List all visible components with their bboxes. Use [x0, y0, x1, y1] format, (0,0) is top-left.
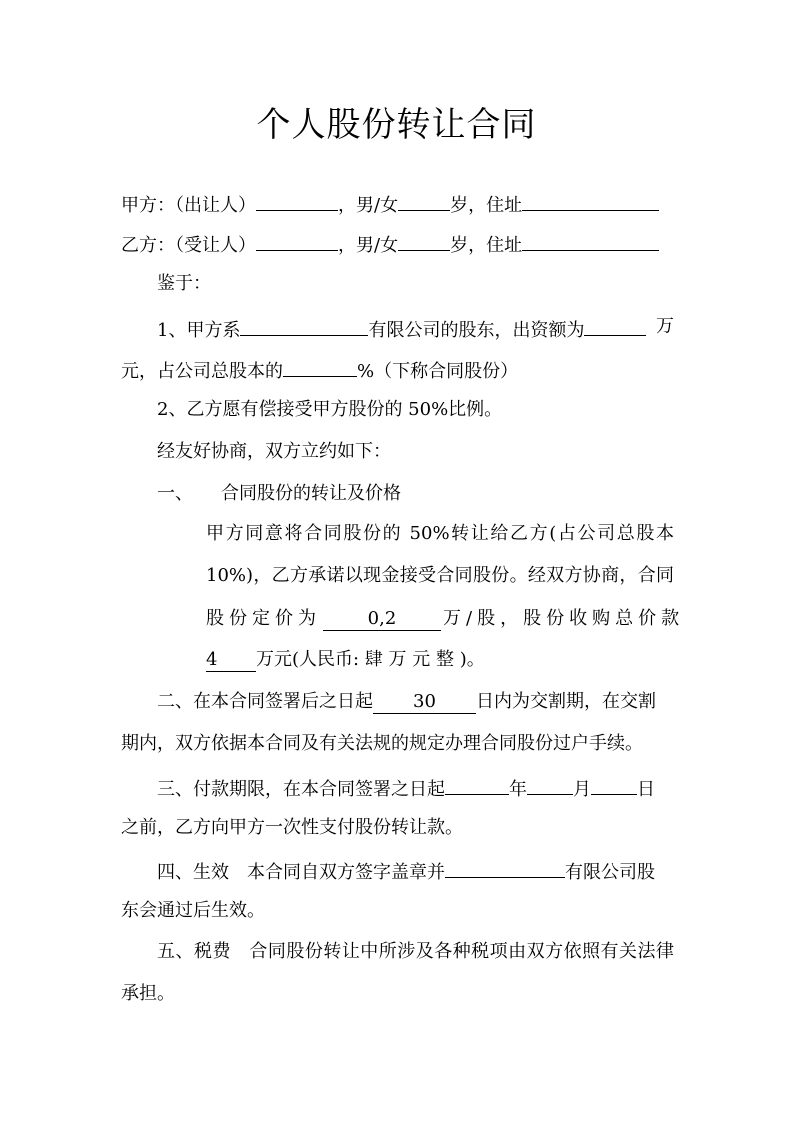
section-1-heading-line — [157, 480, 674, 508]
party-a-address-blank — [522, 188, 659, 211]
section-3-day: 日 — [637, 779, 655, 800]
section-5-line-2: 承担。 — [121, 983, 175, 1004]
party-b-name-blank — [256, 228, 338, 251]
delivery-days: 30 — [373, 691, 476, 714]
section-4-line-1 — [157, 855, 674, 883]
section-3-line-2: 之前，乙方向甲方一次性支付股份转让款。 — [121, 817, 463, 838]
party-a-label: 甲方：（出让人） — [121, 195, 256, 216]
section-1-line-1: 甲方同意将合同股份的 50%转让给乙方(占公司总股本 — [206, 523, 674, 544]
item-1-middle: 有限公司的股东，出资额为 — [368, 320, 585, 341]
party-a-gender: ，男/女 — [338, 195, 399, 216]
payment-day-blank — [591, 772, 637, 795]
section-1-line-2: 10%)，乙方承诺以现金接受合同股份。经双方协商，合同 — [206, 565, 674, 586]
item-1-end: 万 — [656, 316, 674, 337]
section-3-line-1 — [157, 772, 674, 800]
item-1-line-2 — [121, 354, 674, 382]
section-3-month: 月 — [573, 779, 591, 800]
section-2-line-1 — [157, 688, 674, 716]
section-3-year: 年 — [509, 779, 527, 800]
section-4-line-2: 东会通过后生效。 — [121, 900, 265, 921]
section-4-b: 有限公司股 — [565, 862, 655, 883]
party-b-address-blank — [522, 228, 659, 251]
company-approval-blank — [445, 855, 565, 878]
section-2-a: 二、在本合同签署后之日起 — [157, 691, 373, 712]
item-1-line-1 — [157, 313, 674, 341]
section-1-line-3b: 万/股，股份收购总价款 — [443, 608, 685, 629]
party-a-line — [121, 188, 674, 216]
section-1-line-4-text: 万元(人民币: 肆 万 元 整 )。 — [256, 649, 485, 670]
party-b-age-blank — [398, 228, 450, 251]
section-2-b: 日内为交割期，在交割 — [476, 691, 656, 712]
section-1-line-3 — [206, 605, 685, 633]
document-title: 个人股份转让合同 — [256, 105, 537, 145]
share-percent-blank — [283, 354, 357, 377]
section-2-line-2: 期内，双方依据本合同及有关法规的规定办理合同股份过户手续。 — [121, 733, 643, 754]
item-2: 2、乙方愿有偿接受甲方股份的 50%比例。 — [157, 399, 503, 420]
item-1-line-2a: 元，占公司总股本的 — [121, 361, 283, 382]
section-1-line-4 — [206, 646, 674, 674]
payment-month-blank — [527, 772, 573, 795]
party-b-line — [121, 228, 674, 256]
payment-year-blank — [445, 772, 509, 795]
total-price: 4 — [206, 649, 256, 672]
party-a-name-blank — [256, 188, 338, 211]
capital-amount-blank — [584, 313, 646, 336]
party-b-label: 乙方：（受让人） — [121, 235, 256, 256]
section-1-heading: 合同股份的转让及价格 — [221, 483, 401, 504]
section-1-line-3a: 股份定价为 — [206, 608, 321, 629]
party-a-age-blank — [398, 188, 450, 211]
party-a-age-label: 岁，住址 — [450, 195, 523, 216]
section-1-number: 一、 — [157, 483, 193, 504]
company-name-blank — [240, 313, 368, 336]
price-per-share: 0,2 — [323, 608, 441, 631]
party-b-gender: ，男/女 — [338, 235, 399, 256]
section-4-a: 四、生效 本合同自双方签字盖章并 — [157, 862, 445, 883]
section-3-a: 三、付款期限，在本合同签署之日起 — [157, 779, 445, 800]
whereas-label: 鉴于： — [157, 273, 211, 294]
item-1-line-2b: %（下称合同股份） — [357, 361, 519, 382]
section-5-line-1: 五、税费 合同股份转让中所涉及各种税项由双方依照有关法律 — [157, 941, 674, 962]
party-b-age-label: 岁，住址 — [450, 235, 523, 256]
agreement-intro: 经友好协商，双方立约如下： — [157, 441, 391, 462]
item-1-prefix: 1、甲方系 — [157, 320, 241, 341]
